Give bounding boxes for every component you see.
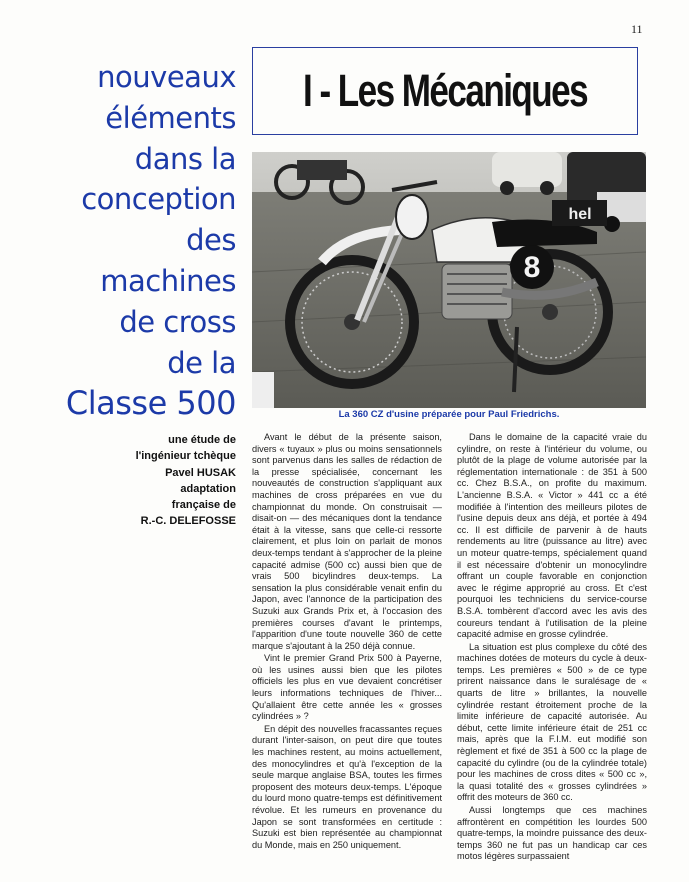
headline-line: nouveaux bbox=[97, 60, 236, 94]
byline-line: française de bbox=[171, 499, 236, 512]
page-number: 11 bbox=[631, 22, 643, 36]
paragraph: Aussi longtemps que ces machines affrontèrent en compétition les lourdes 500 quatre-temps, la moindre puissance des deux-temps 360 ne fut pas un handicap car ces motos légères surpassaient bbox=[457, 805, 647, 862]
headline-line: des bbox=[186, 223, 236, 258]
headline-line: dans la bbox=[134, 141, 236, 176]
paragraph: Vint le premier Grand Prix 500 à Payerne, où les usines aussi bien que les pilotes officiels les plus en vue devaient concrétiser leurs informations techniques de l'hiver... Qu'allaient être cette année les « grosses cylindrées » ? bbox=[252, 653, 442, 722]
section-title: I - Les Mécaniques bbox=[302, 65, 588, 116]
number-plate-text: 8 bbox=[523, 251, 541, 284]
byline-line: R.-C. DELEFOSSE bbox=[140, 515, 236, 528]
motorcycle-illustration bbox=[252, 152, 646, 408]
byline-line: une étude de bbox=[168, 434, 236, 446]
byline bbox=[100, 432, 236, 530]
headline-line: conception bbox=[81, 182, 236, 217]
headline-line: machines bbox=[100, 263, 236, 298]
headline-line: de la bbox=[167, 345, 236, 380]
headline-line: de cross bbox=[119, 304, 236, 339]
article-headline bbox=[20, 57, 236, 424]
paragraph: Avant le début de la présente saison, divers « tuyaux » plus ou moins sensationnels sont parvenus dans les salles de rédaction de la presse spécialisée, concernant les nouveautés de construction s'appliquant aux machines de cross préparées en vue du championnat du monde. On construisait — disait-on — des mécaniques dont la tendance était à la vitesse, sans que celle-ci ressorte clairement, et plus loin on parlait de monos deux-temps tendant à s'approcher de la pleine capacité admise (500 cc) aussi bien que de vrais 500 bicylindres deux-temps. La sensation la plus considérable venait enfin du Japon, avec l'annonce de la participation des Suzuki aux Grands Prix et, à l'occasion des premières courses d'avant le printemps, l'apparition d'une toute nouvelle 360 de cette marque s'ajoutant à la 250 déjà connue. bbox=[252, 432, 442, 651]
byline-line: adaptation bbox=[180, 482, 236, 495]
paragraph: En dépit des nouvelles fracassantes reçues durant l'inter-saison, on peut dire que toutes les machines restent, au moins actuellement, des monocylindres et qu'à l'exception de la seule marque anglaise BSA, toutes les firmes proposent des moteurs deux-temps. L'époque du lourd mono quatre-temps est définitivement révolue. Et les rumeurs en provenance du Japon se sont transformées en certitude : Suzuki est bien représentée au championnat du Monde, mais en 250 uniquement. bbox=[252, 723, 442, 850]
sign-text: hel bbox=[568, 206, 592, 223]
paragraph: Dans le domaine de la capacité vraie du cylindre, on reste à l'intérieur du volume, ou plutôt de la plage de volume autorisée par la réglementation internationale : de 351 à 500 cc. Chez B.S.A., on profite du maximum. L'ancienne B.S.A. « Victor » 441 cc a été modifiée à l'intention des meilleurs pilotes de l'usine depuis deux ans déjà, et portée à 494 cc. Il est difficile de parvenir à de hauts rendements au litre (puissance au litre) avec un moteur quatre-temps, spécialement quand il est nécessaire d'obtenir un monocylindre offrant un couple favorable en conjonction avec le régime approprié au cross. Et c'est pourquoi les techniciens du service-course B.S.A. tombèrent d'accord avec les avis des coureurs tendant à l'utilisation de la pleine capacité admise en grosse cylindrée. bbox=[457, 432, 647, 640]
headline-line: Classe 500 bbox=[65, 384, 236, 423]
motorcycle-photo bbox=[252, 152, 646, 408]
headline-line: éléments bbox=[105, 100, 236, 135]
article-column-2 bbox=[457, 432, 647, 863]
photo-caption: La 360 CZ d'usine préparée pour Paul Friedrichs. bbox=[338, 409, 560, 420]
paragraph: La situation est plus complexe du côté des machines dotées de moteurs du cycle à deux-temps. Les premières « 500 » de ce type prirent naissance dans le suralésage de « quarts de litre » brillantes, la nouvelle cylindrée restant étroitement proche de la limite inférieure de capacité autorisée. Au début, cette limite inférieure était de 251 cc mais, après que la F.I.M. eut modifié son règlement et fixé de 351 à 500 cc la plage de capacité du cylindre (ou de la cylindrée totale) pour les machines de cross dites « 500 cc », la quasi totalité des « grosses cylindrées » offrit des moteurs de 360 cc. bbox=[457, 641, 647, 803]
article-column-1 bbox=[252, 432, 442, 851]
byline-line: Pavel HUSAK bbox=[165, 466, 236, 479]
section-title-box bbox=[252, 47, 638, 135]
byline-line: l'ingénieur tchèque bbox=[135, 450, 236, 463]
